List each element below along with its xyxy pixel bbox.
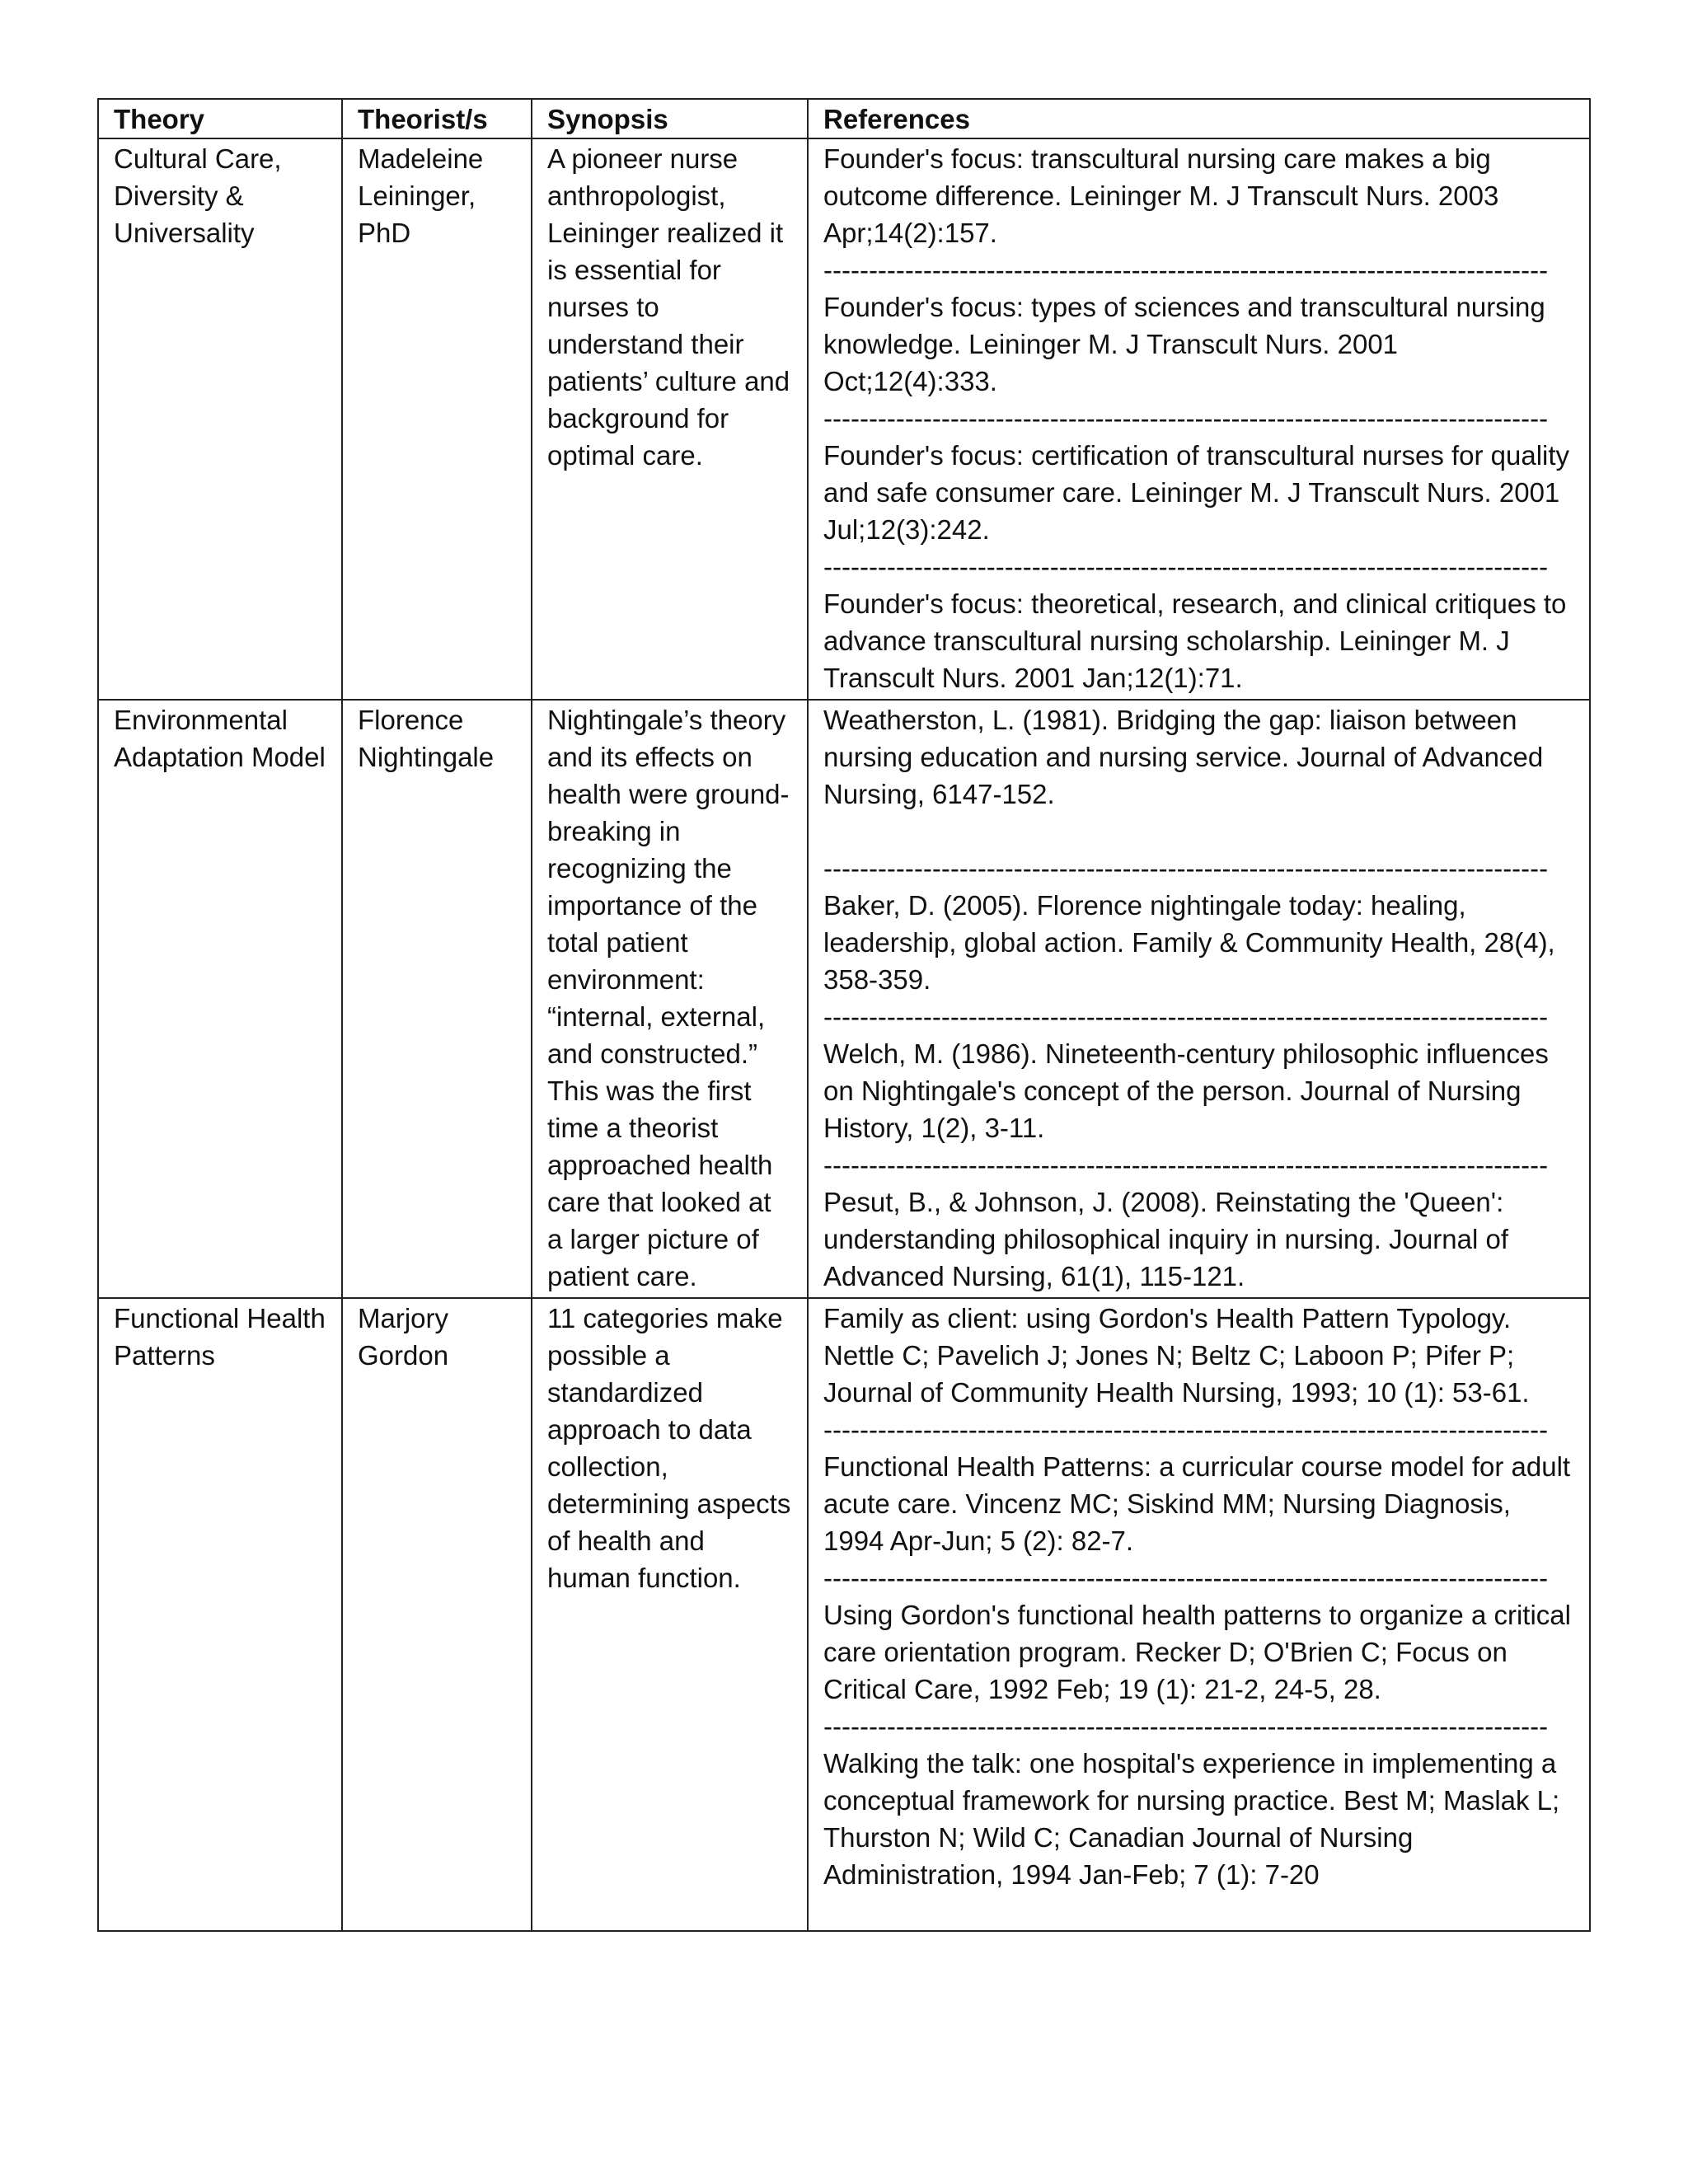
reference-entry: Functional Health Patterns: a curricular course model for adult acute care. Vincenz MC; Siskind MM; Nursing Diagnosis, 1994 Apr-Jun; 5 (2): 82-7. bbox=[823, 1451, 1571, 1556]
reference-separator: -------------------------------------------------------------------------------- bbox=[823, 1150, 1549, 1180]
reference-entry: Family as client: using Gordon's Health Pattern Typology. Nettle C; Pavelich J; Jones N; Beltz C; Laboon P; Pifer P; Journal of Community Health Nursing, 1993; 10 (1): 53-61. bbox=[823, 1303, 1530, 1408]
reference-entry: Walking the talk: one hospital's experience in implementing a conceptual framework for nursing practice. Best M; Maslak L; Thurston N; Wild C; Canadian Journal of Nursing Administration, 1994 Jan-Feb; 7 (1): 7-20 bbox=[823, 1748, 1560, 1890]
reference-entry: Baker, D. (2005). Florence nightingale today: healing, leadership, global action. Family & Community Health, 28(4), 358-359. bbox=[823, 890, 1555, 995]
reference-separator: -------------------------------------------------------------------------------- bbox=[823, 853, 1549, 883]
table-row bbox=[98, 700, 1590, 1298]
reference-separator: -------------------------------------------------------------------------------- bbox=[823, 255, 1549, 285]
table-row bbox=[98, 1298, 1590, 1931]
reference-entry: Welch, M. (1986). Nineteenth-century philosophic influences on Nightingale's concept of the person. Journal of Nursing History, 1(2), 3-11. bbox=[823, 1038, 1549, 1143]
synopsis-cell bbox=[532, 138, 808, 700]
reference-entry: Using Gordon's functional health patterns to organize a critical care orientation program. Recker D; O'Brien C; Focus on Critical Care, 1992 Feb; 19 (1): 21-2, 24-5, 28. bbox=[823, 1600, 1571, 1704]
header-row bbox=[98, 99, 1590, 138]
theorist-cell bbox=[342, 700, 532, 1298]
header-theorists: Theorist/s bbox=[342, 99, 532, 138]
header-theory: Theory bbox=[98, 99, 342, 138]
reference-entry: Founder's focus: certification of transcultural nurses for quality and safe consumer care. Leininger M. J Transcult Nurs. 2001 Jul;12(3):242. bbox=[823, 440, 1570, 545]
reference-separator: -------------------------------------------------------------------------------- bbox=[823, 403, 1549, 434]
theorist-name: Madeleine Leininger, PhD bbox=[358, 143, 484, 248]
references-cell bbox=[808, 700, 1590, 1298]
table-header bbox=[98, 99, 1590, 138]
header-references: References bbox=[808, 99, 1590, 138]
reference-separator: -------------------------------------------------------------------------------- bbox=[823, 1563, 1549, 1593]
reference-separator: -------------------------------------------------------------------------------- bbox=[823, 1711, 1549, 1741]
synopsis-cell bbox=[532, 700, 808, 1298]
theory-cell bbox=[98, 138, 342, 700]
theorist-cell bbox=[342, 1298, 532, 1931]
references-cell bbox=[808, 1298, 1590, 1931]
reference-entry: Founder's focus: theoretical, research, and clinical critiques to advance transcultural nursing scholarship. Leininger M. J Transcult Nurs. 2001 Jan;12(1):71. bbox=[823, 588, 1567, 693]
synopsis-text: A pioneer nurse anthropologist, Leininger realized it is essential for nurses to understand their patients’ culture and background for optimal care. bbox=[547, 143, 790, 471]
theory-cell bbox=[98, 1298, 342, 1931]
theorist-name: Florence Nightingale bbox=[358, 705, 495, 772]
reference-entry: Founder's focus: types of sciences and transcultural nursing knowledge. Leininger M. J Transcult Nurs. 2001 Oct;12(4):333. bbox=[823, 292, 1545, 396]
synopsis-text: 11 categories make possible a standardized approach to data collection, determining aspects of health and human function. bbox=[547, 1303, 791, 1593]
theory-name: Functional Health Patterns bbox=[114, 1303, 326, 1371]
theorist-cell bbox=[342, 138, 532, 700]
references-cell bbox=[808, 138, 1590, 700]
theorist-name: Marjory Gordon bbox=[358, 1303, 449, 1371]
reference-entry: Weatherston, L. (1981). Bridging the gap: liaison between nursing education and nursing service. Journal of Advanced Nursing, 6147-152. bbox=[823, 705, 1544, 809]
reference-entry: Pesut, B., & Johnson, J. (2008). Reinstating the 'Queen': understanding philosophical inquiry in nursing. Journal of Advanced Nursing, 61(1), 115-121. bbox=[823, 1187, 1509, 1291]
theory-name: Cultural Care, Diversity & Universality bbox=[114, 143, 282, 248]
reference-separator: -------------------------------------------------------------------------------- bbox=[823, 551, 1549, 582]
reference-separator: -------------------------------------------------------------------------------- bbox=[823, 1001, 1549, 1032]
theory-name: Environmental Adaptation Model bbox=[114, 705, 326, 772]
table-body bbox=[98, 138, 1590, 1931]
reference-separator: -------------------------------------------------------------------------------- bbox=[823, 1414, 1549, 1445]
nursing-theories-table bbox=[97, 98, 1591, 1932]
synopsis-cell bbox=[532, 1298, 808, 1931]
theory-cell bbox=[98, 700, 342, 1298]
synopsis-text: Nightingale’s theory and its effects on health were ground-breaking in recognizing the importance of the total patient environment: “internal, external, and constructed.” This was the first time a theorist approached health care that looked at a larger picture of patient care. bbox=[547, 705, 790, 1291]
table-row bbox=[98, 138, 1590, 700]
reference-entry: Founder's focus: transcultural nursing care makes a big outcome difference. Leininger M. J Transcult Nurs. 2003 Apr;14(2):157. bbox=[823, 143, 1499, 248]
header-synopsis: Synopsis bbox=[532, 99, 808, 138]
